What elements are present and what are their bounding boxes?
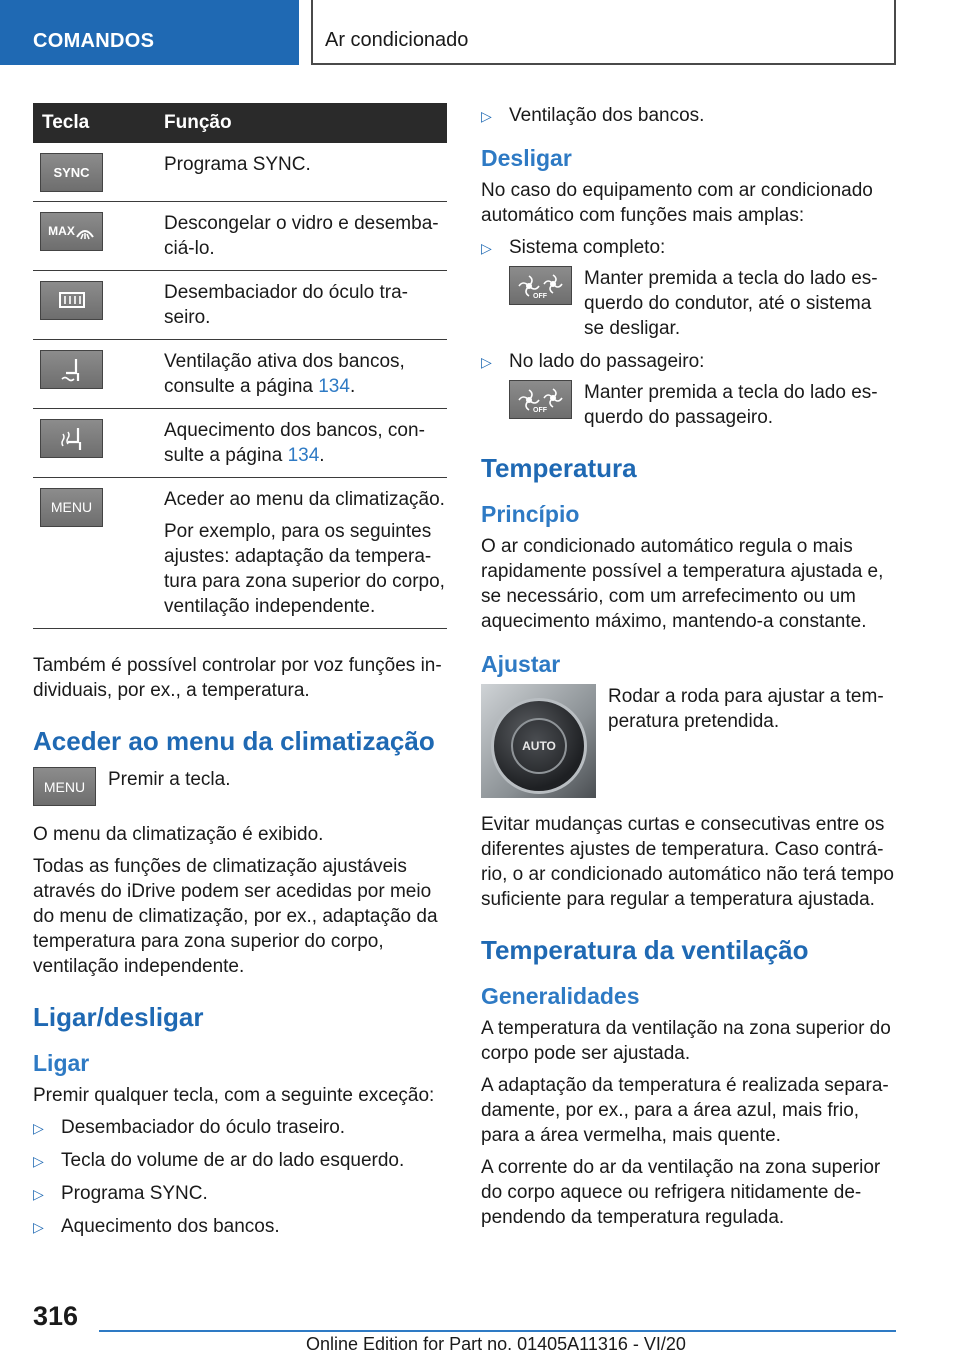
table-row: MENU Aceder ao menu da climatização. Por exemplo, para os seguintes ajustes: adaptação da temperatura para zona superior do corpo, ventilação independente. <box>33 478 447 629</box>
menu-press-row: MENU Premir a tecla. <box>33 767 447 806</box>
on-exceptions-list <box>33 1115 447 1239</box>
left-column <box>33 103 447 1247</box>
page-link[interactable]: 134 <box>318 376 350 397</box>
table-row: Desembaciador do óculo traseiro. <box>33 271 447 340</box>
principle-heading: Princípio <box>481 501 580 527</box>
general-paragraph-3: A corrente do ar da ventilação na zona superior do corpo aquece ou refrigera nitidamente dependendo da temperatura regulada. <box>481 1157 881 1228</box>
key-function-table <box>33 103 447 629</box>
triangle-bullet-icon: ▷ <box>481 108 492 124</box>
list-item: ▷ Sistema completo: <box>481 235 896 260</box>
off-list-2 <box>481 349 896 374</box>
chapter-header <box>311 0 896 65</box>
off-text: No caso do equipamento com ar condicionado automático com funções mais amplas: <box>481 180 873 226</box>
table-row: SYNC Programa SYNC. <box>33 143 447 202</box>
table-header-function: Função <box>164 103 447 143</box>
rear-window-defrost-icon <box>40 281 103 320</box>
list-item: ▷ Programa SYNC. <box>33 1181 447 1206</box>
adjust-heading: Ajustar <box>481 651 561 677</box>
list-item: ▷ Desembaciador do óculo traseiro. <box>33 1115 447 1140</box>
svg-text:OFF: OFF <box>532 406 547 414</box>
general-paragraph-1: A temperatura da ventilação na zona superior do corpo pode ser ajustada. <box>481 1018 891 1064</box>
intro-text: Também é possível controlar por voz funções individuais, por ex., a temperatura. <box>33 655 442 701</box>
temperature-knob-image: AUTO <box>481 684 596 798</box>
table-row: Aquecimento dos bancos, consulte a página 134. <box>33 409 447 478</box>
triangle-bullet-icon: ▷ <box>481 354 492 370</box>
menu-paragraph-2: Todas as funções de climatização ajustáveis através do iDrive podem ser acedidas por meio do menu de climatização, por ex., adaptação da temperatura para zona superior do corpo, ventilação independente. <box>33 856 438 977</box>
adjust-block: AUTO Rodar a roda para ajustar a temperatura pretendida. <box>481 684 896 798</box>
list-item: ▷ No lado do passageiro: <box>481 349 896 374</box>
off-system-block: OFF Manter premida a tecla do lado esquerdo do condutor, até o sistema se desligar. <box>481 266 896 341</box>
footer-divider <box>99 1330 896 1332</box>
max-defrost-icon: MAX <box>40 212 103 251</box>
adjust-paragraph: Evitar mudanças curtas e consecutivas entre os diferentes ajustes de temperatura. Caso contrário, o ar condicionado automático não terá tempo suficiente para regular a temperatura ajustada. <box>481 814 894 910</box>
svg-text:OFF: OFF <box>532 292 547 300</box>
list-item: ▷ Aquecimento dos bancos. <box>33 1214 447 1239</box>
menu-paragraph-1: O menu da climatização é exibido. <box>33 824 324 845</box>
seat-heating-icon <box>40 419 103 458</box>
principle-text: O ar condicionado automático regula o mais rapidamente possível a temperatura ajustada e, se necessário, com um arrefecimento ou um aquecimento máximo, mantendo-a constante. <box>481 536 884 632</box>
on-exceptions-list-continued <box>481 103 896 128</box>
on-heading: Ligar <box>33 1050 90 1076</box>
edition-footer: Online Edition for Part no. 01405A11316 - VI/20 <box>306 1334 686 1354</box>
fan-off-icon <box>509 266 572 305</box>
off-passenger-block: OFF Manter premida a tecla do lado esquerdo do passageiro. <box>481 380 896 430</box>
section-tab <box>0 0 299 65</box>
triangle-bullet-icon: ▷ <box>33 1120 44 1136</box>
menu-icon: MENU <box>40 488 103 527</box>
triangle-bullet-icon: ▷ <box>33 1186 44 1202</box>
list-item: ▷ Ventilação dos bancos. <box>481 103 896 128</box>
sync-icon: SYNC <box>40 153 103 192</box>
menu-heading: Aceder ao menu da climatização <box>33 726 435 756</box>
right-column <box>481 103 896 1237</box>
temperature-heading: Temperatura <box>481 453 637 483</box>
table-header-key: Tecla <box>33 103 164 143</box>
chapter-title: Ar condicionado <box>325 29 469 51</box>
seat-ventilation-icon <box>40 350 103 389</box>
table-row: MAX Descongelar o vidro e desembaciá-lo. <box>33 202 447 271</box>
triangle-bullet-icon: ▷ <box>33 1219 44 1235</box>
page-link[interactable]: 134 <box>287 445 320 466</box>
general-heading: Generalidades <box>481 983 640 1009</box>
triangle-bullet-icon: ▷ <box>33 1153 44 1169</box>
section-label: COMANDOS <box>33 30 155 52</box>
menu-icon: MENU <box>33 767 96 806</box>
triangle-bullet-icon: ▷ <box>481 240 492 256</box>
fan-off-icon <box>509 380 572 419</box>
page-number: 316 <box>33 1301 79 1331</box>
list-item: ▷ Tecla do volume de ar do lado esquerdo. <box>33 1148 447 1173</box>
general-paragraph-2: A adaptação da temperatura é realizada separadamente, por ex., para a área azul, mais frio, para a área vermelha, mais quente. <box>481 1075 889 1146</box>
table-row: Ventilação ativa dos bancos, consulte a página 134. <box>33 340 447 409</box>
off-list <box>481 235 896 260</box>
onoff-heading: Ligar/desligar <box>33 1002 204 1032</box>
on-text: Premir qualquer tecla, com a seguinte exceção: <box>33 1085 435 1106</box>
off-heading: Desligar <box>481 145 572 171</box>
vent-temperature-heading: Temperatura da ventilação <box>481 935 809 965</box>
